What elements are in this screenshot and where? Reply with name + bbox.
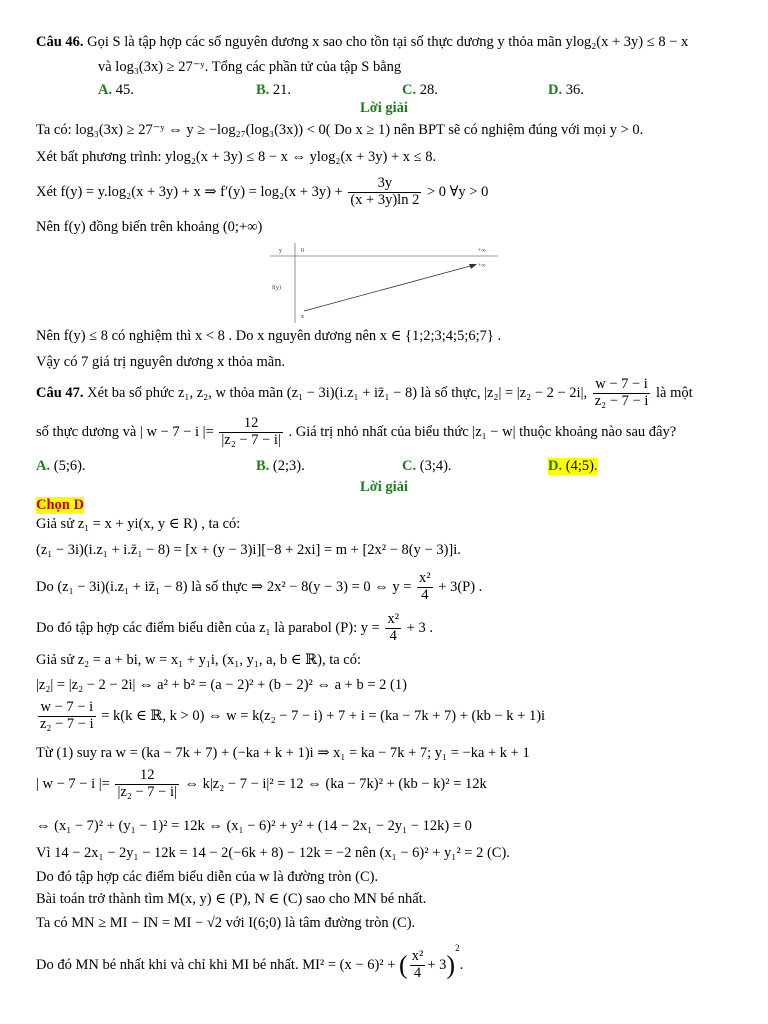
fraction-numerator: w − 7 − i [593,377,651,394]
q47-solution-title: Lời giải [360,479,408,495]
q47-line1-fraction [593,377,651,410]
increasing-arrow [304,265,474,311]
q47-line2-fraction [219,416,282,449]
q47-solution-line13: Bài toán trở thành tìm M(x, y) ∈ (P), N ∈ (C) sao cho MN bé nhất. [36,891,427,907]
fraction-numerator: x² [387,611,400,627]
q47-line1 [36,377,693,410]
q46-solution-line4: Nên f(y) đồng biến trên khoảng (0;+∞) [36,219,263,235]
q46-derivative-fraction [348,176,421,209]
q47-line2-tail: . Giá trị nhỏ nhất của biểu thức |z₁ − w| thuộc khoảng nào sau đây? [288,423,677,440]
q47-line9-text: | w − 7 − i |= [36,775,110,792]
q47-line9-fraction [115,768,178,801]
q47-line15-fraction [410,949,426,982]
fraction-denominator: z₂ − 7 − i [40,715,94,732]
fraction-denominator: (x + 3y)ln 2 [350,191,420,208]
arrow-head [469,264,477,269]
fraction-numerator: 3y [348,176,421,193]
fraction-denominator: 4 [421,586,429,603]
q47-line7-tail: = k(k ∈ ℝ, k > 0) ⇔ w = k(z₂ − 7 − i) + 7 + i = (ka − 7k + 7) + (kb − k + 1)i [101,707,546,724]
q47-line4-tail: + 3 . [406,619,433,636]
q47-solution-line1: Giả sử z₁ = x + yi(x, y ∈ R) , ta có: [36,516,241,532]
q47-solution-line15: Do đó MN bé nhất khi và chỉ khi MI bé nhất. MI² = (x − 6)² + ( $\frac{\text{x²}}{4}$ + 3)$^2$. [36,943,464,982]
table-col-label-0: 0 [301,248,304,254]
q47-line2-text: số thực dương và | w − 7 − i |= [36,423,214,440]
q46-option-a: A. 45. [98,82,134,98]
q47-line1-text: Câu 47. Xét ba số phức z₁, z₂, w thỏa mãn (z₁ − 3i)(i.z₁ + iz̄₁ − 8) là số thực, |z₂| = |z₂ − 2 − 2i|, [36,384,588,401]
table-row-label-fy: f(y) [272,285,281,291]
q47-option-a: A. (5;6). [36,458,86,474]
q47-option-d: D. (4;5). [548,458,598,474]
table-col-label-inf: +∞ [478,248,486,254]
variation-table [270,243,498,323]
q47-solution-line7 [36,700,545,733]
q47-solution-line10: ⇔ (x₁ − 7)² + (y₁ − 1)² = 12k ⇔ (x₁ − 6)² + y² + (14 − 2x₁ − 2y₁ − 12k) = 0 [36,818,472,834]
label-prefix: Câu 47. [36,384,84,401]
q47-line1-tail: là một [655,384,693,401]
q46-line1: Câu 46. Gọi S là tập hợp các số nguyên dương x sao cho tồn tại số thực dương y thỏa mãn ylog₂(x + 3y) ≤ 8 − x [36,34,689,50]
q47-solution-line5: Giả sử z₂ = a + bi, w = x₁ + y₁i, (x₁, y₁, a, b ∈ ℝ), ta có: [36,652,362,668]
label-prefix: C. [402,82,417,98]
fraction-denominator: 4 [389,627,397,644]
q47-line3-fraction [417,571,433,604]
q46-derivative-tail: > 0 ∀y > 0 [426,183,489,200]
q46-option-c: C. 28. [402,82,438,98]
fraction-denominator: z₂ − 7 − i [594,392,649,409]
q46-solution-line2: Xét bất phương trình: ylog₂(x + 3y) ≤ 8 − x ⇔ ylog₂(x + 3y) + x ≤ 8. [36,149,437,165]
q47-line4-fraction [385,612,401,645]
q46-line2: và log₃(3x) ≥ 27⁻ʸ. Tổng các phần tử của tập S bằng [98,59,402,75]
fraction-numerator: 12 [115,768,178,785]
table-lower-label: x [301,314,304,320]
q47-line3-tail: + 3(P) . [438,578,483,595]
q47-solution-line11: Vì 14 − 2x₁ − 2y₁ − 12k = 14 − 2(−6k + 8) − 12k = −2 nên (x₁ − 6)² + y₁² = 2 (C). [36,845,510,861]
q47-solution-line12: Do đó tập hợp các điểm biểu diễn của w là đường tròn (C). [36,869,379,885]
q47-line3-text: Do (z₁ − 3i)(i.z₁ + iz̄₁ − 8) là số thực ⇒ 2x² − 8(y − 3) = 0 ⇔ y = [36,578,412,595]
label-prefix: Câu 46. [36,34,84,50]
q46-derivative-text: Xét f(y) = y.log₂(x + 3y) + x ⇒ f′(y) = log₂(x + 3y) + [36,183,343,200]
q47-line2 [36,416,676,449]
label-prefix: D. [548,82,563,98]
q47-line15-tail: + 3 [427,957,447,973]
fraction-numerator: w − 7 − i [38,700,96,717]
label-prefix: A. [36,458,51,474]
q46-solution-line6: Vậy có 7 giá trị nguyên dương x thỏa mãn. [36,354,286,370]
q47-option-c: C. (3;4). [402,458,452,474]
q47-option-b: B. (2;3). [256,458,305,474]
q47-solution-line2: (z₁ − 3i)(i.z₁ + i.z̄₁ − 8) = [x + (y − 3)i][−8 + 2xi] = m + [2x² − 8(y − 3)]i. [36,542,461,558]
square-exponent: 2 [455,943,460,953]
table-row-label-y: y [279,248,282,254]
q47-solution-line3 [36,571,482,604]
q47-solution-line14: Ta có MN ≥ MI − IN = MI − √2 với I(6;0) là tâm đường tròn (C). [36,915,416,931]
fraction-denominator: |z₂ − 7 − i| [221,431,281,448]
label-prefix: C. [402,458,417,474]
label-prefix: A. [98,82,113,98]
fraction-numerator: x² [419,570,431,586]
fraction-numerator: x² [411,948,424,965]
q47-line4-text: Do đó tập hợp các điểm biểu diễn của z₁ là parabol (P): y = [36,619,380,636]
q46-option-b: B. 21. [256,82,292,98]
q46-solution-line1: Ta có: log₃(3x) ≥ 27⁻ʸ ⇔ y ≥ −log₂₇(log₃(3x)) < 0( Do x ≥ 1) nên BPT sẽ có nghiệm đúng với mọi y > 0. [36,122,644,138]
left-paren: ( [399,950,408,980]
table-upper-label: +∞ [478,263,486,269]
q47-line9-tail: ⇔ k|z₂ − 7 − i|² = 12 ⇔ (ka − 7k)² + (kb − k)² = 12k [184,775,487,792]
q47-chosen-answer: Chọn D [36,497,84,513]
label-prefix: B. [256,458,270,474]
right-paren: ) [446,950,456,980]
q47-line7-fraction [38,700,96,733]
q46-option-d: D. 36. [548,82,584,98]
fraction-denominator: 4 [413,965,422,982]
q47-solution-line4 [36,612,433,645]
q47-line15-text: Do đó MN bé nhất khi và chỉ khi MI bé nhất. MI² = (x − 6)² + [36,957,396,973]
q47-solution-line9 [36,768,487,801]
q46-solution-line3 [36,176,488,209]
label-prefix: B. [256,82,270,98]
q47-solution-line6: |z₂| = |z₂ − 2 − 2i| ⇔ a² + b² = (a − 2)² + (b − 2)² ⇔ a + b = 2 (1) [36,677,407,693]
q46-solution-line5: Nên f(y) ≤ 8 có nghiệm thì x < 8 . Do x nguyên dương nên x ∈ {1;2;3;4;5;6;7} . [36,328,502,344]
label-prefix: D. [548,458,563,474]
q47-solution-line8: Từ (1) suy ra w = (ka − 7k + 7) + (−ka + k + 1)i ⇒ x₁ = ka − 7k + 7; y₁ = −ka + k + 1 [36,745,530,761]
q46-solution-title: Lời giải [360,100,408,116]
fraction-numerator: 12 [219,416,282,433]
fraction-denominator: |z₂ − 7 − i| [117,783,177,800]
